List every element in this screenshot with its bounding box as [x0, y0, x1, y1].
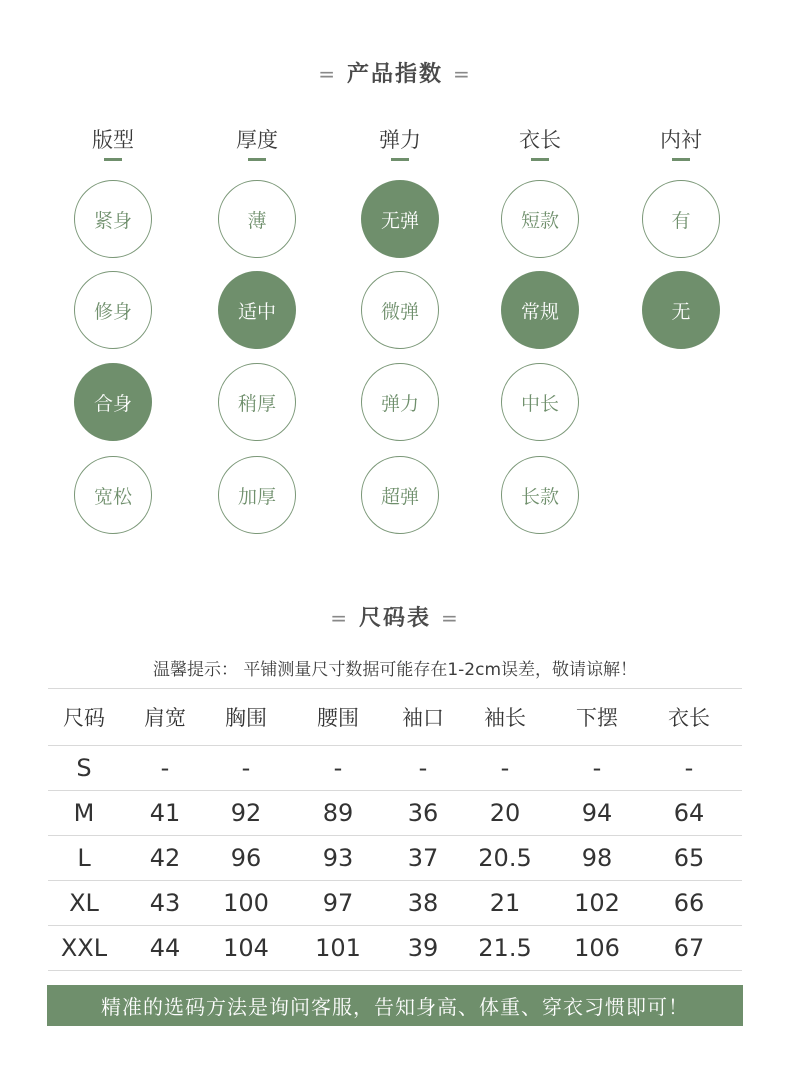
measurement-cell: 67 [636, 926, 742, 971]
column-header: 胸围 [210, 689, 282, 746]
column-header: 袖口 [394, 689, 452, 746]
measurement-cell: 98 [558, 836, 636, 881]
size-label-cell: XL [48, 881, 120, 926]
measurement-cell: 21 [452, 881, 558, 926]
index-column-heading: 厚度 [236, 128, 278, 152]
measurement-cell: 97 [282, 881, 394, 926]
measurement-cell: 93 [282, 836, 394, 881]
table-row [48, 926, 742, 971]
measurement-cell: - [120, 746, 210, 791]
measurement-tip: 温馨提示： 平铺测量尺寸数据可能存在1-2cm误差，敬请谅解！ [152, 660, 638, 680]
measurement-cell: - [394, 746, 452, 791]
index-option-selected: 适中 [218, 271, 296, 349]
column-header: 衣长 [636, 689, 742, 746]
measurement-cell: - [636, 746, 742, 791]
index-option: 弹力 [361, 363, 439, 441]
measurement-cell: 96 [210, 836, 282, 881]
index-option: 短款 [501, 180, 579, 258]
index-option-selected: 合身 [74, 363, 152, 441]
column-underline [248, 158, 266, 161]
index-column-heading: 衣长 [519, 128, 561, 152]
size-label-cell: XXL [48, 926, 120, 971]
measurement-cell: 66 [636, 881, 742, 926]
measurement-cell: 20 [452, 791, 558, 836]
measurement-cell: 43 [120, 881, 210, 926]
index-option: 修身 [74, 271, 152, 349]
measurement-cell: - [452, 746, 558, 791]
measurement-cell: 44 [120, 926, 210, 971]
measurement-cell: 38 [394, 881, 452, 926]
index-option-selected: 常规 [501, 271, 579, 349]
measurement-cell: 36 [394, 791, 452, 836]
measurement-cell: 42 [120, 836, 210, 881]
measurement-cell: - [282, 746, 394, 791]
index-column-heading: 版型 [92, 128, 134, 152]
index-option: 薄 [218, 180, 296, 258]
measurement-cell: 39 [394, 926, 452, 971]
table-row [48, 791, 742, 836]
size-label-cell: M [48, 791, 120, 836]
measurement-cell: 41 [120, 791, 210, 836]
column-header: 下摆 [558, 689, 636, 746]
size-chart-title: = 尺码表 = [330, 606, 460, 631]
table-row [48, 836, 742, 881]
measurement-cell: - [558, 746, 636, 791]
measurement-cell: 64 [636, 791, 742, 836]
index-option-selected: 无弹 [361, 180, 439, 258]
product-index-title: = 产品指数 = [318, 62, 472, 87]
index-option-selected: 无 [642, 271, 720, 349]
column-underline [531, 158, 549, 161]
size-label-cell: S [48, 746, 120, 791]
index-option: 微弹 [361, 271, 439, 349]
measurement-cell: 94 [558, 791, 636, 836]
measurement-cell: 104 [210, 926, 282, 971]
index-option: 超弹 [361, 456, 439, 534]
size-advice-banner: 精准的选码方法是询问客服，告知身高、体重、穿衣习惯即可！ [47, 985, 743, 1026]
column-underline [104, 158, 122, 161]
measurement-cell: 20.5 [452, 836, 558, 881]
measurement-cell: 102 [558, 881, 636, 926]
measurement-cell: - [210, 746, 282, 791]
index-option: 稍厚 [218, 363, 296, 441]
index-option: 紧身 [74, 180, 152, 258]
index-option: 有 [642, 180, 720, 258]
index-column-heading: 弹力 [379, 128, 421, 152]
column-header: 肩宽 [120, 689, 210, 746]
size-label-cell: L [48, 836, 120, 881]
index-option: 长款 [501, 456, 579, 534]
measurement-cell: 92 [210, 791, 282, 836]
measurement-cell: 37 [394, 836, 452, 881]
measurement-cell: 106 [558, 926, 636, 971]
table-row [48, 746, 742, 791]
index-option: 加厚 [218, 456, 296, 534]
column-header: 腰围 [282, 689, 394, 746]
column-underline [672, 158, 690, 161]
measurement-cell: 101 [282, 926, 394, 971]
column-underline [391, 158, 409, 161]
size-table [48, 688, 742, 971]
column-header: 尺码 [48, 689, 120, 746]
measurement-cell: 65 [636, 836, 742, 881]
measurement-cell: 100 [210, 881, 282, 926]
column-header: 袖长 [452, 689, 558, 746]
index-option: 宽松 [74, 456, 152, 534]
measurement-cell: 21.5 [452, 926, 558, 971]
index-option: 中长 [501, 363, 579, 441]
size-table-header [48, 689, 742, 746]
table-row [48, 881, 742, 926]
index-column-heading: 内衬 [660, 128, 702, 152]
measurement-cell: 89 [282, 791, 394, 836]
